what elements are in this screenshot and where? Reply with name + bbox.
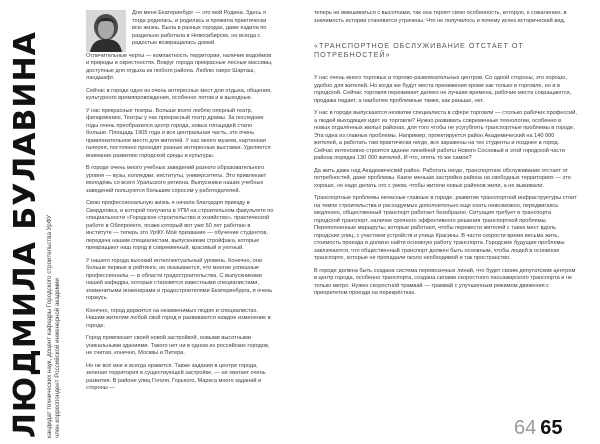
right-paragraph-2: У нас в городе выпускаются нехватки специалиста в сфере торговли — столько рабочих профессий, а людей выходящих идёт из торговли? Нужно развивать современные технологии, особенно в новых отдалённых жилых районах, для того чтобы не усугублять транспортные проблемы в городе. Эта одна из главных проблемы. Например, проектируется район Академический на 140 000 жителей, а работать там практически негде, все заражены на тех студенты и позднее в город. Сейчас интенсивно строится здание линейной работы Нового Сосновый и этой городской части района порядка 130 000 жителей. И что, опять то же самое?: [314, 110, 577, 161]
section-title: «ТРАНСПОРТНОЕ ОБСЛУЖИВАНИЕ ОТСТАЕТ ОТ ПОТРЕБНОСТЕЙ»: [314, 41, 524, 59]
right-intro-paragraph: теперь не вмешиваться с высотками, так она теряет свою особенность, которую, к сожалению, в значимость истории становится утрачены. Что не получилось и почему исчез исторический вид.: [314, 10, 567, 24]
author-credentials-line-2: член корреспондент Российской инженерной академии: [54, 278, 61, 438]
author-name: ЛЮДМИЛА БУЛАВИНА: [8, 31, 43, 438]
left-column: [86, 10, 274, 398]
left-paragraph-6: Свою профессиональную жизнь я начала благодаря приезду в Свердловск, и которой получила в УПИ на строительном факультете по специальности «Городское строительство и хозяйство», практической работе в Облпроекте, позже который вот уже 50 лет работаю в институте — теперь это УрФУ. Моё призвание — обучение студентов, передача нашим специалистам, выпускникам стройфака, которые превращают наш город в современный, красивый и уютный.: [86, 200, 274, 251]
left-paragraph-5: В городе очень много учебных заведений разного образовательного уровня — вузы, колледжи, институты, университеты. Это привлекает молодёжь со всего Уральского региона. Выпускники наших учебных заведений пользуются большим спросом у работодателей.: [86, 165, 267, 194]
left-paragraph-3: Сейчас в городе одно из очень интересных мест для отдыха, общения, культурного времяпровождения, особенно летом и в выходные.: [86, 87, 272, 101]
left-paragraph-10: Но не всё мне и всегда нравится. Также задания в центре города, зеленая территория в существующей застройке, — не хватает очень развития. В районе улиц Гоголя, Горького, Маркса много заданий и стороны —: [86, 362, 266, 391]
left-paragraph-7: У нашего города высокий интеллектуальный уровень. Конечно, они больше первые в рейтинге, но оказывается, что многие успешные профессионалы — в области градостроительства. С выпускниками нашей кафедры, которые становятся известными специалистами, знаменитыми инженерами и градостроителями Екатеринбурга, я очень горжусь.: [86, 257, 273, 301]
left-paragraph-8: Конечно, город держится на незаменимых людях и специалистах. Нашим жителям любой свой город и развиваются каждое изменение в городе.: [86, 307, 271, 329]
author-credentials-line-1: кандидат технических наук, доцент кафедры Городского строительства УрФУ: [46, 214, 53, 438]
right-paragraph-5: В городе должна быть создана система перевозочных линий, что будет своим депутатским центром в центр города, особенно транспорта, создана силами скоростного пассажирского транспорта и не только метро. Нужен скоростной трамвай — трамвай с улучшенным режимом движения с приоритетом проезда на перекрёстках.: [314, 267, 576, 296]
right-column: [314, 10, 578, 303]
left-paragraph-1: Для меня Екатеринбург — это мой Родина. Здесь я тогда родилась, и родилась и прожила практически всю жизнь. Была в разных городах, даже ездила по раздельно работала в Новосибирске, но всегда с радостью возвращалась домой.: [132, 10, 267, 46]
page-numbers: [514, 418, 563, 438]
left-paragraph-4: У нас прекрасные театры. Больше всего люблю оперный театр, филармонию. Театры у нас прекрасный театр драмы. За последние годы очень преобразился центр города, новых площадей стало больше. Площадь 1905 года и вся центральная часть, это очень привлекательное место для жителей. У нас много музеев, картинная галерея, постоянно проходят разные интересные выставки. Уделяется внимание развитию городской среды и культуры.: [86, 107, 271, 159]
page-number-left: 64: [514, 417, 537, 439]
right-paragraph-1: У нас очень много торговых и торгово-развлекательных центров. Со одной стороны, это хорошо, удобно для жителей. Но когда же будут места принижения кроме как только в торговле, но и в городской. Сейчас торговля переживает далеко не лучшие времена, рабочие места сокращаются, продажа падает, а наиболее проблемные также, как раньше, нет.: [314, 75, 572, 104]
left-paragraph-2: Отличительные черты — компактность территории, наличие водоёмов и природы в окрестностях. Вокруг города прекрасные лесные массивы, доступные для отдыха из любого района. Люблю озеро Шарташ, ландшафт.: [86, 52, 273, 81]
left-paragraph-9: Город привлекает своей новой застройкой, новыми высотными уникальными зданиями. Такого нет ни в одном из российских городов, не считая, конечно, Москвы и Питера.: [86, 335, 270, 356]
page-number-right: 65: [540, 417, 563, 439]
author-strip: [0, 0, 86, 444]
right-paragraph-3: Да жить даже над Академический район. Работать негде, транспортное обслуживание отстает от потребностей, даже проблемы. Какое меньше застройка района на свободных территориях — это хорошо, но надо делать это с умом, чтобы жители новых районов жили, а не выживали.: [314, 167, 571, 189]
right-paragraph-4: Транспортные проблемы нечасные главные в городе, развитие транспортной инфраструктуры стоит на темпе строительства и расходуемых дополнительно еще ехать невозможно, передвигаясь медленно, общественный транспорт работает безобразно. Ситуация требует в транспорта городской транспорт, наличие срочного эффективного решения транспортной проблемы. Переполненные маршруты, которые работают, чтобы перевести жителей с таких мест вдоль городских улиц, с участием устройств и улица Красины. В части скорости время весьма жить, стоимость проезда и должно найти основную работу транспорта. Городские будущие проблемы заключаются, что общественный транспорт должен быть основным, чтобы людей в основном транспорте, которые не пропадали около необходимой и так пространство.: [314, 195, 577, 261]
